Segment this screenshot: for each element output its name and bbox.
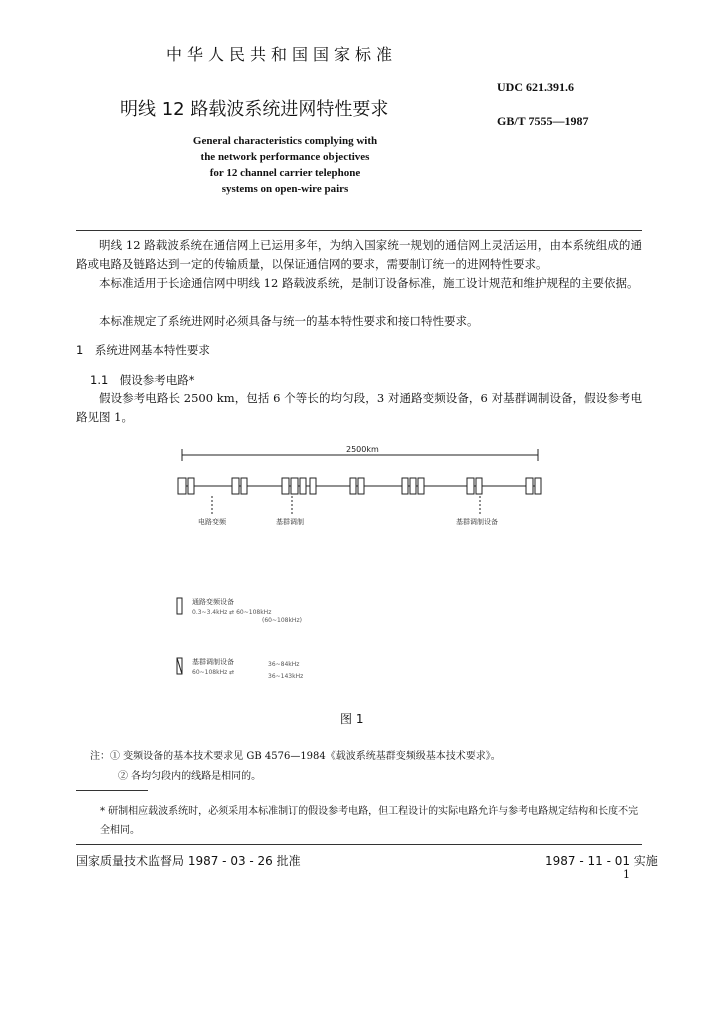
note-2: ② 各均匀段内的线路是相同的。	[118, 771, 262, 782]
equipment-block	[467, 478, 474, 494]
legend-1-title: 通路变频设备	[192, 598, 234, 606]
equipment-block	[476, 478, 482, 494]
equipment-block	[418, 478, 424, 494]
equipment-block	[188, 478, 194, 494]
section-1-heading: 1 系统进网基本特性要求	[76, 343, 210, 357]
section-1-1-paragraph: 假设参考电路长 2500 km，包括 6 个等长的均匀段，3 对通路变频设备，6 对基群调制设备，假设参考电路见图 1。	[76, 391, 642, 424]
title-english-line: for 12 channel carrier telephone	[209, 167, 361, 179]
implementation-date: 1987 - 11 - 01 实施	[545, 854, 658, 868]
section-1-1-heading: 1.1 假设参考电路*	[90, 373, 195, 387]
note-1: ① 变频设备的基本技术要求见 GB 4576—1984《载波系统基群变频级基本技术要求》。	[110, 751, 501, 762]
equipment-block	[310, 478, 316, 494]
equipment-block	[282, 478, 289, 494]
title-english-line: the network performance objectives	[200, 151, 370, 163]
equipment-block	[526, 478, 533, 494]
intro-paragraph-3: 本标准规定了系统进网时必须具备与统一的基本特性要求和接口特性要求。	[99, 314, 479, 328]
equipment-block	[241, 478, 247, 494]
intro-paragraph-1: 明线 12 路载波系统在通信网上已运用多年，为纳入国家统一规划的通信网上灵活运用，由本系统组成的通路或电路及链路达到一定的传输质量，以保证通信网的要求，需要制订统一的进网特性要求。	[76, 238, 642, 271]
udc-code: UDC 621.391.6	[497, 80, 574, 94]
standard-name: 中华人民共和国国家标准	[166, 45, 398, 64]
legend-1-line2: (60~108kHz)	[262, 617, 302, 624]
notes-prefix: 注：	[90, 751, 110, 762]
page-number: 1	[623, 868, 630, 881]
legend-2-line3: 36~143kHz	[268, 673, 304, 680]
equipment-block	[350, 478, 356, 494]
label-right: 基群调制设备	[456, 518, 498, 526]
approval-date: 国家质量技术监督局 1987 - 03 - 26 批准	[76, 854, 301, 868]
footnote-divider	[76, 790, 148, 791]
bottom-divider	[76, 844, 642, 845]
intro-paragraph-2: 本标准适用于长途通信网中明线 12 路载波系统，是制订设备标准，施工设计规范和维护规程的主要依据。	[99, 276, 639, 290]
title-chinese: 明线 12 路载波系统进网特性要求	[120, 99, 389, 120]
equipment-block	[291, 478, 298, 494]
gbt-code: GB/T 7555—1987	[497, 114, 589, 128]
legend-2-line2: 36~84kHz	[268, 661, 300, 668]
figure-caption: 图 1	[340, 712, 364, 726]
equipment-block	[300, 478, 306, 494]
legend-1-line1: 0.3~3.4kHz ⇄ 60~108kHz	[192, 609, 272, 616]
notes	[90, 747, 501, 762]
equipment-block	[358, 478, 364, 494]
legend-symbol-1	[177, 598, 182, 614]
legend-2-line1: 60~108kHz ⇄	[192, 669, 235, 676]
top-divider	[76, 230, 642, 231]
title-english-line: systems on open-wire pairs	[221, 183, 349, 195]
title-english	[170, 133, 400, 197]
legend-2-title: 基群调制设备	[192, 658, 234, 666]
footnote: * 研制相应载波系统时，必须采用本标准制订的假设参考电路，但工程设计的实际电路允许与参考电路规定结构和长度不完全相同。	[100, 806, 639, 836]
title-english-line: General characteristics complying with	[192, 135, 378, 147]
equipment-block	[232, 478, 239, 494]
equipment-block	[535, 478, 541, 494]
label-left: 电路变频	[198, 518, 226, 526]
equipment-block	[410, 478, 416, 494]
figure-1-diagram	[170, 438, 550, 708]
equipment-block	[178, 478, 186, 494]
equipment-block	[402, 478, 408, 494]
label-mid: 基群调制	[276, 518, 304, 526]
length-label: 2500km	[346, 445, 379, 454]
